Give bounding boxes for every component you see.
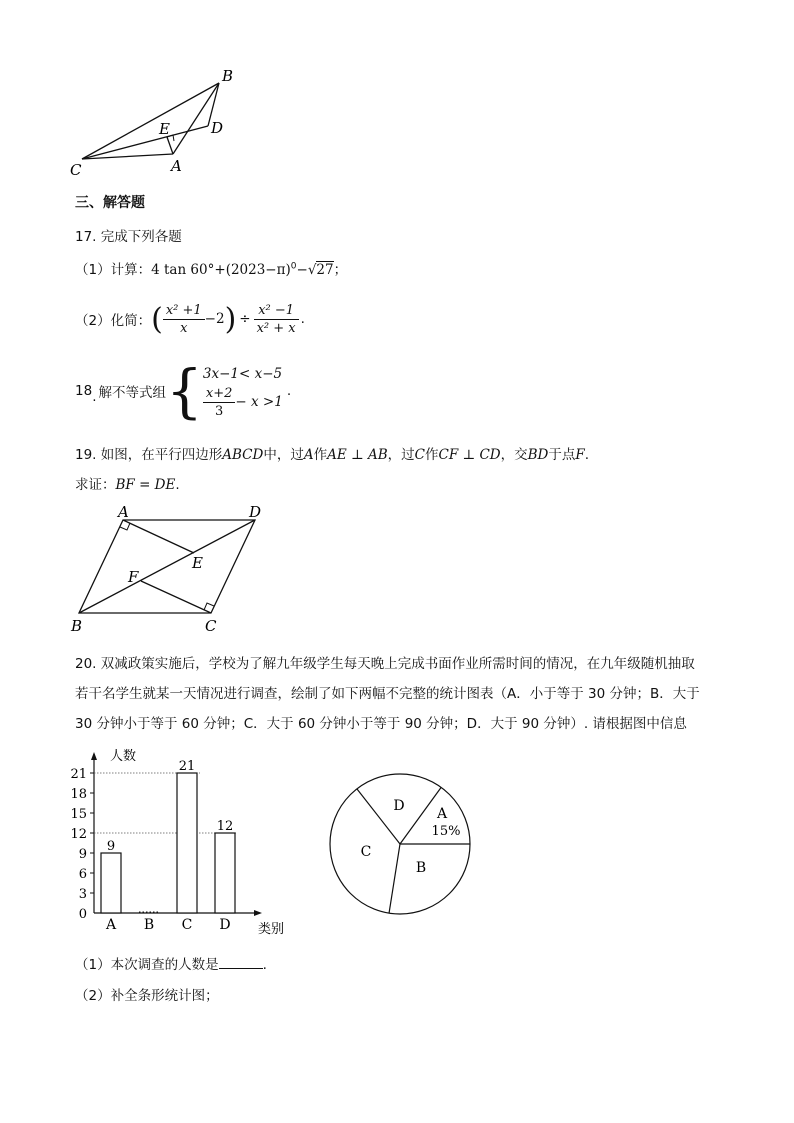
y-axis-arrow xyxy=(91,752,97,760)
x-tick-label: C xyxy=(181,917,193,933)
q17-fraction-1-num: x² +1 xyxy=(163,302,205,320)
y-axis-title: 人数 xyxy=(110,749,137,764)
q17-minus-two: −2 xyxy=(204,311,225,327)
q17-part2-prefix: （2）化简： xyxy=(75,313,152,329)
parallelogram-figure xyxy=(65,500,285,640)
pie-slice-label: C xyxy=(360,844,372,860)
q19-text-b: 中，过 xyxy=(263,447,304,463)
q17-fraction-1-den: x xyxy=(180,320,188,336)
segment-ae xyxy=(167,137,173,154)
pie-chart xyxy=(320,770,480,920)
q19-bd: BD xyxy=(527,447,549,463)
q18-fraction-den: 3 xyxy=(215,403,224,419)
q19-line1 xyxy=(75,443,589,463)
q19-abcd: ABCD xyxy=(222,447,264,463)
x-axis-title: 类别 xyxy=(258,922,285,937)
q19-text-g: 于点 xyxy=(548,447,576,463)
answer-blank[interactable] xyxy=(219,956,263,969)
y-tick-label: 15 xyxy=(70,807,87,822)
q20-sub1 xyxy=(75,953,267,973)
segment-cd xyxy=(82,126,208,159)
sqrt-sign: √ xyxy=(307,262,317,278)
q19-cf-perp-cd: CF ⊥ CD xyxy=(438,447,501,463)
bar xyxy=(101,853,121,913)
pie-slice-label: D xyxy=(393,798,405,814)
y-tick-label: 0 xyxy=(78,907,87,922)
q17-fraction-2 xyxy=(254,302,299,337)
y-tick-label: 18 xyxy=(70,787,87,802)
segment-ae xyxy=(123,520,194,553)
q20-sub1-end: . xyxy=(262,957,267,973)
triangle-figure xyxy=(60,62,250,182)
q17-part1-expr-a: 4 tan 60°+ xyxy=(151,262,226,278)
q17-part1-suffix: ； xyxy=(333,262,348,278)
q19-text-d: ，过 xyxy=(387,447,415,463)
segment-cb xyxy=(82,83,219,159)
pie-slice-value: 15% xyxy=(431,824,461,839)
q20-line2: 若干名学生就某一天情况进行调查，绘制了如下两幅不完整的统计图表（A．小于等于 30 分钟；B．大于 xyxy=(75,686,700,702)
q18-suffix: . xyxy=(286,383,292,399)
bar-value-label: 9 xyxy=(106,839,116,854)
label-b: B xyxy=(222,67,234,85)
q19-prove-label: 求证： xyxy=(75,477,116,493)
q19-text-c: 作 xyxy=(313,447,328,463)
q17-part1-prefix: （1）计算： xyxy=(75,262,152,278)
q19-prove-end: . xyxy=(175,477,180,493)
q20-sub1-text: （1）本次调查的人数是 xyxy=(75,957,219,973)
q19-point-c: C xyxy=(414,447,425,463)
label-e: E xyxy=(192,554,203,572)
left-paren: ( xyxy=(151,301,163,337)
q19-text-e: 作 xyxy=(425,447,439,463)
q17-divide: ÷ xyxy=(239,311,251,327)
label-a: A xyxy=(118,503,129,521)
q17-fraction-2-num: x² −1 xyxy=(254,302,299,320)
bar-chart xyxy=(60,742,300,942)
q19-text-f: ，交 xyxy=(500,447,528,463)
section-title: 三、解答题 xyxy=(75,195,145,211)
q17-title: 17. 完成下列各题 xyxy=(75,229,182,245)
q17-part1-radicand: 27 xyxy=(316,262,334,278)
q17-part1-exp: 0 xyxy=(290,261,297,272)
x-axis-arrow xyxy=(254,910,262,916)
q18-number: 18 xyxy=(75,383,93,399)
q18-text: 解不等式组 xyxy=(98,385,166,401)
segment-ca xyxy=(82,154,173,159)
q17-part2-suffix: . xyxy=(300,311,305,327)
bar xyxy=(215,833,235,913)
label-d: D xyxy=(211,119,224,137)
x-tick-label: A xyxy=(105,917,117,933)
label-a: A xyxy=(171,157,182,175)
bar xyxy=(177,773,197,913)
q18-system xyxy=(203,363,283,420)
q19-point-a: A xyxy=(303,447,314,463)
q17-fraction-2-den: x² + x xyxy=(256,320,296,336)
q19-text-a: 19. 如图，在平行四边形 xyxy=(75,447,223,463)
bar-value-label: 21 xyxy=(178,759,196,774)
segment-cf xyxy=(141,581,211,613)
brace: { xyxy=(165,357,203,425)
q17-part1-expr-b: (2023−π) xyxy=(225,262,291,278)
bar-value-label: 12 xyxy=(216,819,234,834)
label-e: E xyxy=(159,120,170,138)
q19-ae-perp-ab: AE ⊥ AB xyxy=(327,447,388,463)
q17-part2 xyxy=(75,297,305,341)
x-tick-label: D xyxy=(219,917,231,933)
q18-inequality-2-rest: − x >1 xyxy=(235,394,283,410)
q20-line1: 20. 双减政策实施后，学校为了解九年级学生每天晚上完成书面作业所需时间的情况，在九年级随机抽取 xyxy=(75,656,695,672)
y-tick-label: 6 xyxy=(78,867,87,882)
q20-sub2: （2）补全条形统计图； xyxy=(75,988,219,1004)
right-paren: ) xyxy=(224,301,237,337)
q18-dot: . xyxy=(92,389,97,405)
q20-line3: 30 分钟小于等于 60 分钟；C．大于 60 分钟小于等于 90 分钟；D．大于 90 分钟）. 请根据图中信息 xyxy=(75,716,687,732)
q19-point-f: F xyxy=(575,447,585,463)
label-b: B xyxy=(71,617,83,635)
y-tick-label: 9 xyxy=(78,847,87,862)
x-tick-label: B xyxy=(143,917,155,933)
pie-slice-label: A xyxy=(436,806,448,822)
y-tick-label: 3 xyxy=(78,887,87,902)
q18-fraction-num: x+2 xyxy=(203,385,236,403)
q18-inequality-2 xyxy=(203,385,283,420)
q19-line2 xyxy=(75,473,180,493)
q19-prove-eq: BF = DE xyxy=(115,477,176,493)
q17-part1 xyxy=(75,258,347,278)
q17-fraction-1 xyxy=(163,302,205,337)
q17-part1-expr-c: − xyxy=(296,262,308,278)
label-c: C xyxy=(70,161,82,179)
label-d: D xyxy=(249,503,262,521)
diagonal-bd xyxy=(79,520,255,613)
label-f: F xyxy=(128,568,139,586)
y-tick-label: 21 xyxy=(70,767,87,782)
q19-text-h: . xyxy=(584,447,590,463)
q18-inequality-1: 3x−1< x−5 xyxy=(202,365,283,382)
pie-slice-label: B xyxy=(415,860,427,876)
q18 xyxy=(75,356,291,426)
y-tick-label: 12 xyxy=(70,827,87,842)
label-c: C xyxy=(205,617,217,635)
q18-fraction xyxy=(203,385,236,420)
